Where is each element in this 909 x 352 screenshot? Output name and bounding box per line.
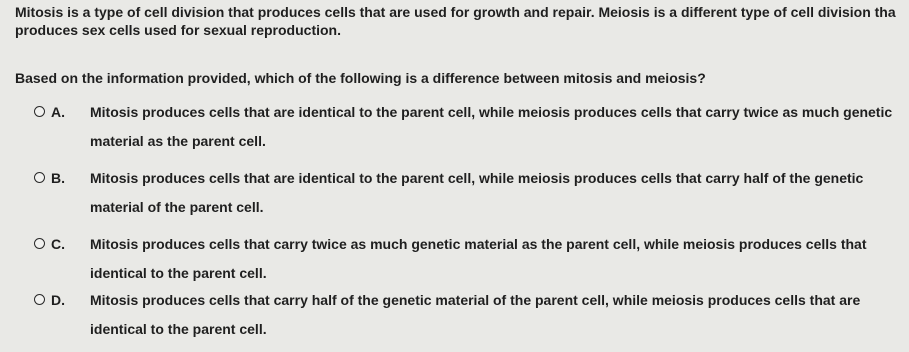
question-passage: [15, 3, 909, 39]
choice-d-text-line-1: Mitosis produces cells that carry half of the genetic material of the parent cell, while meiosis produces cells that are: [90, 292, 861, 308]
choice-b-text-line-1: Mitosis produces cells that are identical to the parent cell, while meiosis produces cells that carry half of the genetic: [90, 170, 864, 186]
radio-b[interactable]: [34, 172, 45, 183]
choice-c-text-line-2: identical to the parent cell.: [90, 265, 267, 281]
choice-a-letter: A.: [51, 104, 65, 120]
choice-b-text-line-2: material of the parent cell.: [90, 199, 264, 215]
choice-b-letter: B.: [51, 170, 65, 186]
choice-d-letter: D.: [51, 292, 65, 308]
radio-a[interactable]: [34, 106, 45, 117]
choice-a-text-line-2: material as the parent cell.: [90, 133, 266, 149]
question-prompt: Based on the information provided, which of the following is a difference between mitosis and meiosis?: [15, 70, 706, 86]
radio-d[interactable]: [34, 294, 45, 305]
choice-c-letter: C.: [51, 236, 65, 252]
choice-d-text-line-2: identical to the parent cell.: [90, 321, 267, 337]
choice-c-text-line-1: Mitosis produces cells that carry twice as much genetic material as the parent cell, while meiosis produces cells that: [90, 236, 867, 252]
radio-c[interactable]: [34, 238, 45, 249]
choice-a-text-line-1: Mitosis produces cells that are identical to the parent cell, while meiosis produces cells that carry twice as much genetic: [90, 104, 893, 120]
passage-line-2: produces sex cells used for sexual reproduction.: [15, 22, 341, 38]
passage-line-1: Mitosis is a type of cell division that produces cells that are used for growth and repair. Meiosis is a different type of cell division tha: [15, 4, 896, 20]
